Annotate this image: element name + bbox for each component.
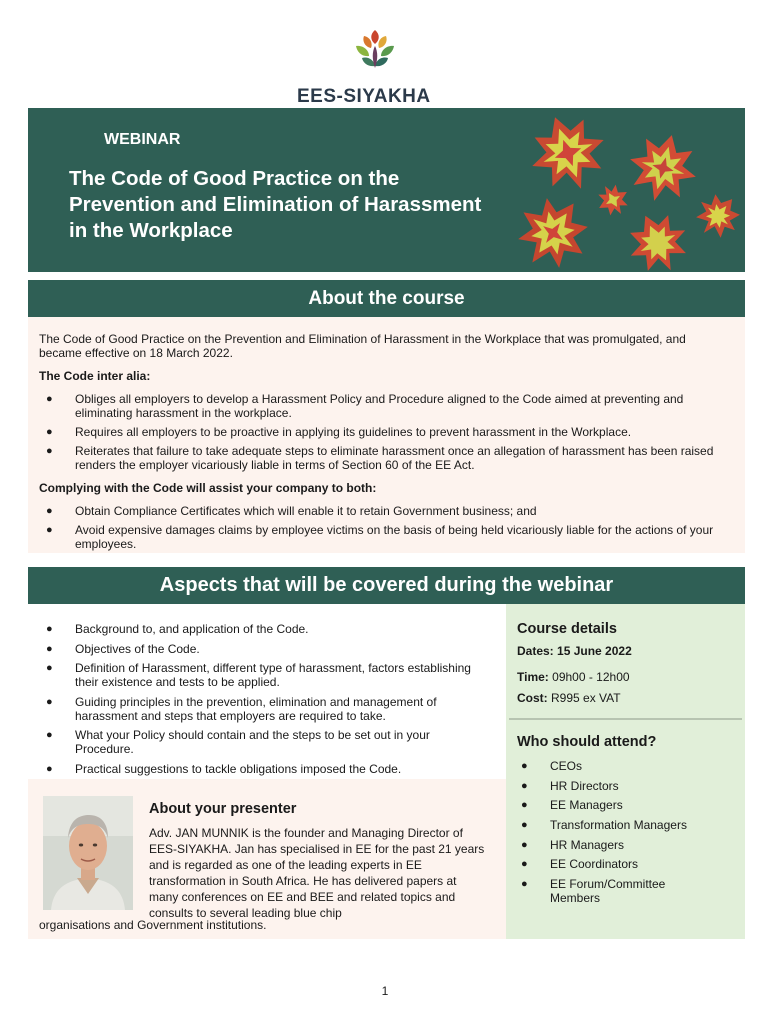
- list-item: ● EE Coordinators: [521, 857, 639, 871]
- list-item: ● Background to, and application of the Code.: [46, 622, 309, 636]
- presenter-bio-continued: organisations and Government institutions.: [39, 918, 267, 932]
- list-item: ● Obliges all employers to develop a Harassment Policy and Procedure aligned to the Code aimed at preventing and eliminating harassment in the workplace.: [46, 392, 684, 420]
- complying-heading: Complying with the Code will assist your company to both:: [39, 481, 377, 495]
- list-item: ● Requires all employers to be proactive in applying its guidelines to prevent harassment in the Workplace.: [46, 425, 632, 439]
- list-item: ● HR Directors: [521, 779, 619, 793]
- presenter-bio: Adv. JAN MUNNIK is the founder and Managing Director of EES-SIYAKHA. Jan has specialised in EE for the past 21 years and is regarded as one of the leading experts in EE transformation in South Africa. He has delivered papers at many conferences on EE and BEE and related topics and consults to several leading blue chip: [149, 826, 485, 920]
- list-item: ● Definition of Harassment, different type of harassment, factors establishing their existence and tests to be applied.: [46, 661, 471, 689]
- about-course-heading: About the course: [28, 280, 745, 317]
- presenter-photo: [43, 796, 133, 910]
- course-intro: The Code of Good Practice on the Prevention and Elimination of Harassment in the Workplace that was promulgated, and became effective on 18 March 2022.: [39, 332, 686, 360]
- divider: [509, 718, 742, 720]
- course-dates: Dates: 15 June 2022: [517, 644, 632, 658]
- presenter-portrait-icon: [43, 796, 133, 910]
- course-time: Time: 09h00 - 12h00: [517, 670, 630, 684]
- list-item: ● Reiterates that failure to take adequate steps to eliminate harassment once an allegation of harassment has been raised renders the employer vicariously liable in terms of Section 60 of the EE Act.: [46, 444, 714, 472]
- webinar-label: WEBINAR: [104, 131, 181, 148]
- logo-name: EES-SIYAKHA: [297, 86, 431, 107]
- list-item: ● Avoid expensive damages claims by employee victims on the basis of being held vicariously liable for the actions of your employees.: [46, 523, 714, 551]
- list-item: ● HR Managers: [521, 838, 625, 852]
- course-cost: Cost: R995 ex VAT: [517, 691, 621, 705]
- list-item: ● CEOs: [521, 759, 583, 773]
- list-item: ● EE Forum/Committee Members: [521, 877, 666, 905]
- attend-heading: Who should attend?: [517, 734, 657, 750]
- protea-flowers-illustration: [473, 108, 745, 272]
- list-item: ● Obtain Compliance Certificates which will enable it to retain Government business; and: [46, 504, 537, 518]
- about-course-section: [28, 317, 745, 553]
- aspects-section: [28, 604, 506, 779]
- webinar-title: The Code of Good Practice on the Prevention and Elimination of Harassment in the Workplace: [69, 167, 482, 242]
- presenter-section: [28, 779, 506, 939]
- list-item: ● Guiding principles in the prevention, elimination and management of harassment and steps that employers are required to take.: [46, 695, 437, 723]
- course-details-heading: Course details: [517, 621, 617, 637]
- list-item: ● What your Policy should contain and the steps to be set out in your Procedure.: [46, 728, 430, 756]
- leaf-logo-icon: [350, 26, 400, 76]
- list-item: ● EE Managers: [521, 798, 623, 812]
- list-item: ● Objectives of the Code.: [46, 642, 200, 656]
- presenter-heading: About your presenter: [149, 801, 297, 817]
- aspects-heading: Aspects that will be covered during the webinar: [28, 567, 745, 604]
- course-details-panel: [506, 604, 745, 939]
- list-item: ● Transformation Managers: [521, 818, 687, 832]
- company-logo: [0, 20, 770, 107]
- page-number: 1: [381, 984, 389, 998]
- inter-alia-heading: The Code inter alia:: [39, 369, 151, 383]
- list-item: ● Practical suggestions to tackle obligations imposed the Code.: [46, 762, 402, 776]
- hero-banner: [28, 108, 745, 272]
